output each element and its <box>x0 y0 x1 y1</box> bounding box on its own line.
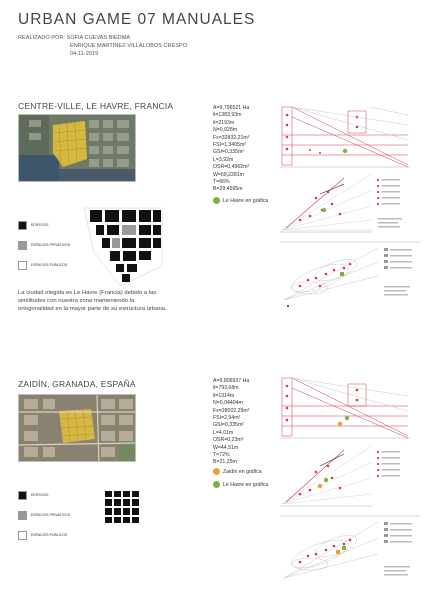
stat-b: B=21,25m <box>213 459 237 466</box>
spacemate-diagram-1b <box>280 170 410 236</box>
spacemate-diagram-2c <box>280 514 420 594</box>
stat-w: W=69,2281m <box>213 171 244 178</box>
legend-label: ESPACIOS PRIVATIVOS <box>31 243 71 247</box>
orange-dot-icon <box>213 468 220 475</box>
stat-area: A=9,806937 Ha <box>213 378 250 384</box>
legend-label: EDIFICIOS <box>31 493 49 497</box>
legend-2 <box>18 490 70 550</box>
green-dot-icon <box>213 481 220 488</box>
stat-li-2: li=1314m <box>213 392 235 399</box>
author-1: SOFIA CUEVAS BIEDMA <box>66 35 131 41</box>
date: 04-11-2019 <box>70 50 99 57</box>
stat-w: W=44,51m <box>213 444 239 451</box>
stat-l: L=3,92m <box>213 156 234 163</box>
section-1-description: La ciudad elegida es Le Havre (Francia) debido a las similitudes con nuestra zona manteniendo la ortogonalidad en la mayor parte de su estructura urbana. <box>18 290 167 312</box>
stat-fx: Fx=28002,29m² <box>213 407 250 414</box>
stat-l: L=4,01m <box>213 429 234 436</box>
stat-n: N=0,028m <box>213 127 238 134</box>
stat-fsi: FSI=2,94m² <box>213 415 241 422</box>
spacemate-diagram-2b <box>280 442 410 510</box>
stat-t: T=72% <box>213 452 230 459</box>
stat-fx: Fx=32832,21m² <box>213 134 250 141</box>
legend-swatch-buildings <box>18 491 27 500</box>
stat-li: li=1383,93m <box>213 112 242 119</box>
spacemate-diagram-2a <box>280 376 410 440</box>
stat-osr: OSR=0,4962m² <box>213 164 250 171</box>
aerial-photo-le-havre <box>18 114 136 182</box>
legend-swatch-private <box>18 511 27 520</box>
realizado-label: REALIZADO POR: <box>18 35 65 41</box>
section-1-heading: CENTRE-VILLE, LE HAVRE, FRANCIA <box>18 101 174 111</box>
section-2-heading: ZAIDÍN, GRANADA, ESPAÑA <box>18 379 136 389</box>
legend-label: ESPACIOS PÚBLICOS <box>31 263 68 267</box>
spacemate-diagram-1a <box>280 105 410 169</box>
stat-t: T=66% <box>213 179 230 186</box>
stat-li: li=793,68m <box>213 385 239 392</box>
credits <box>18 35 187 58</box>
author-2: ENRIQUE MARTÍNEZ-VILLALOBOS CRESPO <box>70 42 188 49</box>
stat-osr: OSR=0,23m² <box>213 437 244 444</box>
marker-label: Le Havre en gráfica <box>223 197 269 204</box>
legend-label: ESPACIOS PÚBLICOS <box>31 533 68 537</box>
legend-swatch-private <box>18 241 27 250</box>
legend-label: EDIFICIOS <box>31 223 49 227</box>
aerial-photo-zaidin <box>18 394 136 462</box>
stats-2 <box>213 378 249 467</box>
marker-label: Zaidín en gráfica <box>223 468 262 475</box>
legend-label: ESPACIOS PRIVATIVOS <box>31 513 71 517</box>
stat-gsi: GSI=0,335m² <box>213 149 244 156</box>
stat-fsi: FSI=1,3405m² <box>213 142 247 149</box>
stat-b: B=29,4595m <box>213 186 243 193</box>
markers-2 <box>213 467 268 489</box>
spacemate-diagram-1c <box>280 240 420 314</box>
stat-n: N=0,04404m <box>213 400 243 407</box>
page-title: URBAN GAME 07 MANUALES <box>18 11 256 28</box>
legend-1 <box>18 220 70 280</box>
legend-swatch-buildings <box>18 221 27 230</box>
figure-ground-le-havre <box>80 206 164 288</box>
green-dot-icon <box>213 197 220 204</box>
stat-gsi: GSI=0,335m² <box>213 422 244 429</box>
stats-1 <box>213 105 249 194</box>
legend-swatch-public <box>18 261 27 270</box>
markers-1 <box>213 196 268 205</box>
marker-label: Le Havre en gráfica <box>223 481 269 488</box>
figure-ground-zaidin <box>104 490 140 524</box>
stat-area: A=9,796521 Ha <box>213 105 250 111</box>
legend-swatch-public <box>18 531 27 540</box>
stat-li-2: li=2193m <box>213 119 235 126</box>
